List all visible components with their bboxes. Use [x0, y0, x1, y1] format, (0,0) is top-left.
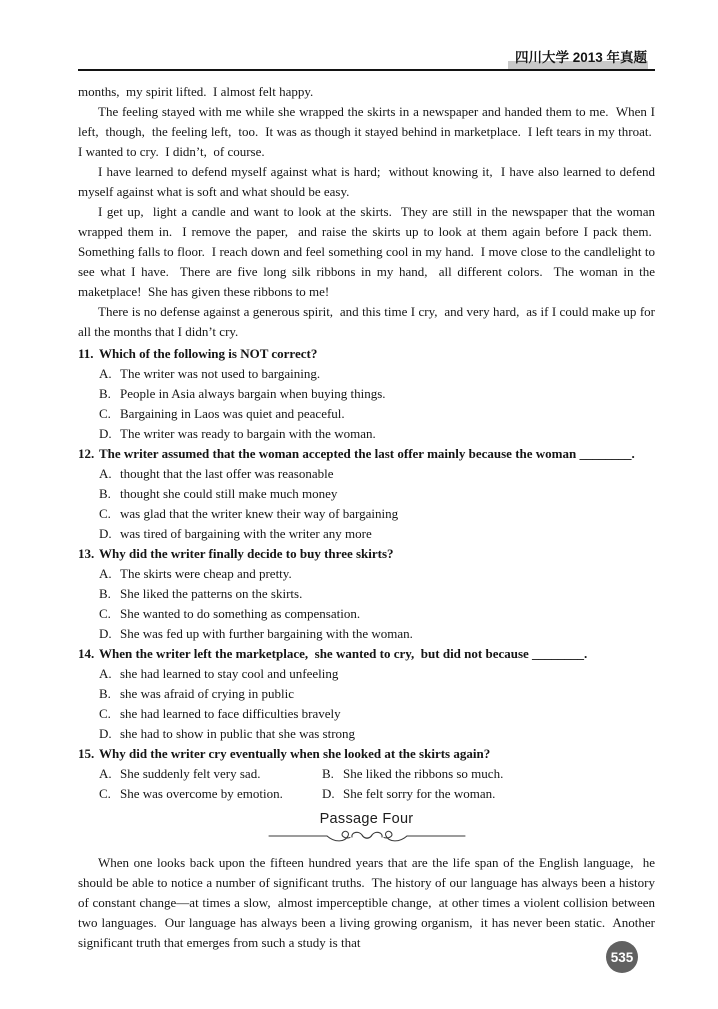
question-stem-text: Why did the writer finally decide to buy three skirts? [99, 546, 394, 561]
passage-four-heading [78, 809, 655, 846]
passage-three-paragraph-2: The feeling stayed with me while she wrapped the skirts in a newspaper and handed them to me. When I left, though, the feeling left, too. It was as though it stayed behind in marketplace. I left tears in my throat. I wanted to cry. I didn’t, of course. [78, 104, 655, 159]
passage-three-paragraph-1: months, my spirit lifted. I almost felt happy. [78, 84, 314, 99]
question-stem-text: When the writer left the marketplace, she wanted to cry, but did not because ________. [99, 646, 588, 661]
option-12-c [78, 504, 655, 524]
option-text: The writer was ready to bargain with the woman. [120, 426, 376, 441]
question-11 [78, 344, 655, 444]
option-label: D. [99, 526, 112, 541]
option-text: She liked the ribbons so much. [343, 766, 504, 781]
option-text: She wanted to do something as compensation. [120, 606, 361, 621]
option-label: A. [99, 666, 112, 681]
question-15-stem [78, 744, 655, 764]
passage-three-paragraph-5: There is no defense against a generous spirit, and this time I cry, and very hard, as if I could make up for all the months that I didn’t cry. [78, 304, 655, 339]
option-text: she had learned to stay cool and unfeeling [120, 666, 339, 681]
question-13-stem [78, 544, 655, 564]
option-14-a [78, 664, 655, 684]
option-label: B. [322, 766, 334, 781]
option-text: The skirts were cheap and pretty. [120, 566, 292, 581]
option-label: C. [99, 606, 111, 621]
option-label: C. [99, 406, 111, 421]
question-stem-text: Why did the writer cry eventually when she looked at the skirts again? [99, 746, 491, 761]
option-13-d [78, 624, 655, 644]
option-label: D. [99, 426, 112, 441]
option-label: B. [99, 686, 111, 701]
option-14-d [78, 724, 655, 744]
option-label: B. [99, 486, 111, 501]
page-content [78, 82, 655, 953]
option-text: was glad that the writer knew their way of bargaining [120, 506, 399, 521]
option-label: C. [99, 786, 111, 801]
question-14-options [78, 664, 655, 744]
option-11-b [78, 384, 655, 404]
page-number-badge [606, 941, 638, 973]
option-15-a [99, 764, 322, 784]
question-13 [78, 544, 655, 644]
option-11-a [78, 364, 655, 384]
option-text: she was afraid of crying in public [120, 686, 295, 701]
option-label: A. [99, 466, 112, 481]
option-13-a [78, 564, 655, 584]
option-11-c [78, 404, 655, 424]
option-label: A. [99, 366, 112, 381]
option-text: People in Asia always bargain when buying things. [120, 386, 386, 401]
option-label: A. [99, 766, 112, 781]
option-label: A. [99, 566, 112, 581]
option-13-c [78, 604, 655, 624]
option-label: C. [99, 506, 111, 521]
question-number: 13. [78, 546, 95, 561]
option-label: D. [322, 786, 335, 801]
question-11-stem [78, 344, 655, 364]
question-stem-text: The writer assumed that the woman accepted the last offer mainly because the woman ________. [99, 446, 635, 461]
passage-three-paragraph-3: I have learned to defend myself against what is hard; without knowing it, I have also learned to defend myself against what is soft and what should be easy. [78, 164, 655, 199]
option-label: C. [99, 706, 111, 721]
header-title: 四川大学 2013 年真题 [514, 50, 647, 65]
question-12 [78, 444, 655, 544]
option-text: thought that the last offer was reasonable [120, 466, 334, 481]
page-number: 535 [610, 949, 634, 965]
option-text: She was fed up with further bargaining with the woman. [120, 626, 413, 641]
section-title: Passage Four [319, 811, 414, 827]
option-label: B. [99, 586, 111, 601]
option-text: she had learned to face difficulties bravely [120, 706, 341, 721]
option-text: She liked the patterns on the skirts. [120, 586, 303, 601]
question-14-stem [78, 644, 655, 664]
option-12-b [78, 484, 655, 504]
option-15-c [99, 784, 322, 804]
option-label: D. [99, 726, 112, 741]
option-text: She suddenly felt very sad. [120, 766, 261, 781]
question-number: 11. [78, 346, 94, 361]
question-14 [78, 644, 655, 744]
option-14-b [78, 684, 655, 704]
option-12-d [78, 524, 655, 544]
question-list [78, 344, 655, 804]
option-text: The writer was not used to bargaining. [120, 366, 321, 381]
question-11-options [78, 364, 655, 444]
question-number: 12. [78, 446, 95, 461]
option-13-b [78, 584, 655, 604]
question-12-stem [78, 444, 655, 464]
option-text: Bargaining in Laos was quiet and peaceful. [120, 406, 345, 421]
option-text: She felt sorry for the woman. [343, 786, 496, 801]
option-15-d [322, 784, 655, 804]
option-14-c [78, 704, 655, 724]
option-12-a [78, 464, 655, 484]
option-text: thought she could still make much money [120, 486, 338, 501]
flourish-ornament [267, 828, 467, 846]
option-text: was tired of bargaining with the writer any more [120, 526, 372, 541]
question-15-options [78, 764, 655, 804]
question-12-options [78, 464, 655, 544]
option-label: B. [99, 386, 111, 401]
option-text: She was overcome by emotion. [120, 786, 283, 801]
option-11-d [78, 424, 655, 444]
passage-four-paragraph-1: When one looks back upon the fifteen hundred years that are the life span of the English language, he should be able to notice a number of significant truths. The history of our language has always been a history of constant change—at times a slow, almost imperceptible change, at other times a violent collision between two languages. Our language has always been a living growing organism, it has never been static. Another significant truth that emerges from such a study is that [78, 855, 655, 950]
question-15 [78, 744, 655, 804]
option-15-b [322, 764, 655, 784]
option-label: D. [99, 626, 112, 641]
option-text: she had to show in public that she was strong [120, 726, 356, 741]
page-header [78, 0, 655, 71]
question-number: 15. [78, 746, 95, 761]
question-stem-text: Which of the following is NOT correct? [99, 346, 318, 361]
question-number: 14. [78, 646, 95, 661]
question-13-options [78, 564, 655, 644]
passage-three-paragraph-4: I get up, light a candle and want to look at the skirts. They are still in the newspaper that the woman wrapped them in. I remove the paper, and raise the skirts up to look at them again before I pack them. Something falls to floor. I reach down and feel something cool in my hand. I move close to the candlelight to see what I have. There are five long silk ribbons in my hand, all different colors. The woman in the maketplace! She has given these ribbons to me! [78, 204, 655, 299]
